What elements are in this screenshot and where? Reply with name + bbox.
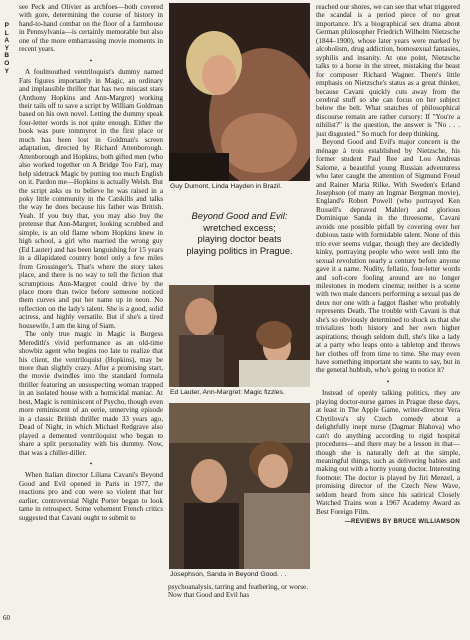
pull-quote-line: wretched excess; <box>203 221 276 233</box>
photo-caption-3: Josephson, Sanda in Beyond Good. . . <box>170 571 287 578</box>
review-credit: —REVIEWS BY BRUCE WILLIAMSON <box>344 519 460 526</box>
paragraph: psychoanalysis, tarring and feathering, or worse. Now that Good and Evil has <box>168 583 308 600</box>
masthead: P L A Y B O Y <box>4 22 10 75</box>
paragraph: The only true magic in Magic is Burgess Meredith's vivid performance as an old-time showbiz agent who begins too late to realize that his client, the ventriloquist (Hopkins), may be more than slightly crazy. After a promising start, the movie dwindles into the standard formula thriller featuring an unsuspecting woman trapped in an isolated house with a homicidal maniac. At best, Magic is reminiscent of Psycho, though even more reminiscent of an eerie, unnerving episode in a classic British thriller made 33 years ago, Dead of Night, in which Michael Redgrave also played a demented ventriloquist who began to share a split personality with his dummy. Now, that was a chiller-diller. <box>19 330 163 457</box>
text-column-left <box>19 3 163 625</box>
paragraph: Instead of openly talking politics, they are playing doctor-nurse games in Prague these days, at least in The Apple Game, writer-director Vera Chytilova's sly Czech comedy about a delightfully inept nurse (Dagmar Blahova) who can't do anything according to rigid hospital procedures—and there may be a lesson in that—though she is naturally deft at the simple, meaningful things, such as delivering babies and making out with a horny young doctor. Interesting footnote: The doctor is played by Jiri Menzel, a promising director of the Czech New Wave, seldom heard from since his satirical Closely Watched Trains won a 1967 Academy Award as Best Foreign Film. <box>316 389 460 516</box>
photo-beyond-good-and-evil <box>169 403 310 569</box>
pull-quote-line: playing doctor beats <box>197 233 282 244</box>
section-bullet: • <box>89 56 93 65</box>
pull-quote <box>172 210 307 256</box>
text-column-middle <box>168 583 308 633</box>
photo-magic <box>169 285 310 387</box>
page-number: 60 <box>3 614 10 622</box>
photo-caption-2: Ed Lauter, Ann-Margret: Magic fizzles. <box>170 389 285 396</box>
paragraph: see Peck and Olivier as archfoes—both covered with gore, determining the course of history in hand-to-hand combat on the floor of a farmhouse in Pennsylvania—is certainly memorable but also one of the more embarrassing movie moments in recent years. <box>19 3 163 54</box>
paragraph: When Italian director Liliana Cavani's Beyond Good and Evil opened in Paris in 1977, the reactions pro and con were so violent that her earlier, controversial Night Porter began to look tame in retrospect. Some vehement French critics suggested that Cavani ought to submit to <box>19 471 163 522</box>
pull-quote-title: Beyond Good and Evil: <box>191 210 288 221</box>
paragraph: A foulmouthed ventriloquist's dummy named Fats figures importantly in Magic, an ordinary and implausible thriller that has two miscast stars (Anthony Hopkins and Ann-Margret) working their tails off to save a script by William Goldman based on his own novel. Letting the dummy speak four-letter words is not quite enough. Either the book was pure tommyrot in the first place or much has been lost in Goldman's screen adaptation, directed by Richard Attenborough. Attenborough and Hopkins, both gifted men (who also worked together on A Bridge Too Far), may help sidetrack Magic by putting too much English on it. Pardon me—Hopkins is actually Welsh. But the script asks us to believe he was raised in a poky little community in the Catskills and talks the way he does because his father was British. Yeah. If you buy that, you may also buy the pretense that Ann-Margret, looking scrubbed and simple, is an old flame whom Hopkins knew in high school, a girl who married the wrong guy (Ed Lauter) and has been languishing for 15 years in a dilapidated country hotel only a few miles from Grossinger's. That's where the story takes place, and there is no way to tell the fiction that scrumptious Ann-Margret could drive by the place more than twice before someone noticed them curves and put her name up in neon. No reflection on the lady's talent. She is a good, solid actress, and highly versatile. But if she's a tired housewife, I am the king of Siam. <box>19 68 163 330</box>
section-bullet: • <box>386 377 390 386</box>
paragraph: reached our shores, we can see that what triggered the scandal is a period piece of no great importance. It's a biographical sex drama about German philosopher Friedrich Wilhelm Nietzsche (1844–1900), whose later years were marked by alcoholism, drug addiction, homosexual fantasies, syphilis and insanity. At one point, Nietzsche talks to a horse in the street, mistaking the beast for composer Richard Wagner. There's little emphasis on Nietzsche's status as a great thinker, because Cavani quickly cuts away from the cerebral stuff so she can focus on her subject below the belt. What snatches of philosophical discourse remain are rather cursory: If "You're a nihilist?" is the question, the answer is "No . . . just disgusted." So much for deep thinking. <box>316 3 460 138</box>
text-column-right <box>316 3 460 625</box>
pull-quote-line: playing politics in Prague. <box>186 244 293 256</box>
photo-brazil <box>169 3 310 181</box>
paragraph: Beyond Good and Evil's major concern is the ménage à trois established by Nietzsche, his former student Paul Ree and Lou Andreas Salome, a beautiful young Russian adventuress who later caught the attention of Sigmund Freud and Rainer Maria Rilke. With Sweden's Erland Josephson (of many an Ingmar Bergman movie), England's Robert Powell (who portrayed Ken Russell's depraved Mahler) and glorious Dominique Sanda in the threesome, Cavani avoids one possible pitfall by covering over her dubious taste with formidable talent. None of this trio ever seems vulgar, though they are decidedly kinky, portraying people who were well into the sexual revolution nearly a century before anyone gave it a name. Nudity, fellatio, four-letter words and soft-core fooling around are no longer milestones in modern cinema; neither is a scene with two male dancers performing a sexual pas de deux nor one with a faggot flasher who probably represents Death. The trouble with Cavani is that she's so obviously determined to shock us that she trivializes both history and her own higher aspirations; though seldom dull, she's like a lady at a party who leaps onto a tabletop and throws her clothes off from time to time. She may even have something important she wants to say, but in the general hubbub, who's going to notice it? <box>316 138 460 375</box>
section-bullet: • <box>89 460 93 469</box>
photo-caption-1: Guy Dumont, Linda Hayden in Brazil. <box>170 183 282 190</box>
